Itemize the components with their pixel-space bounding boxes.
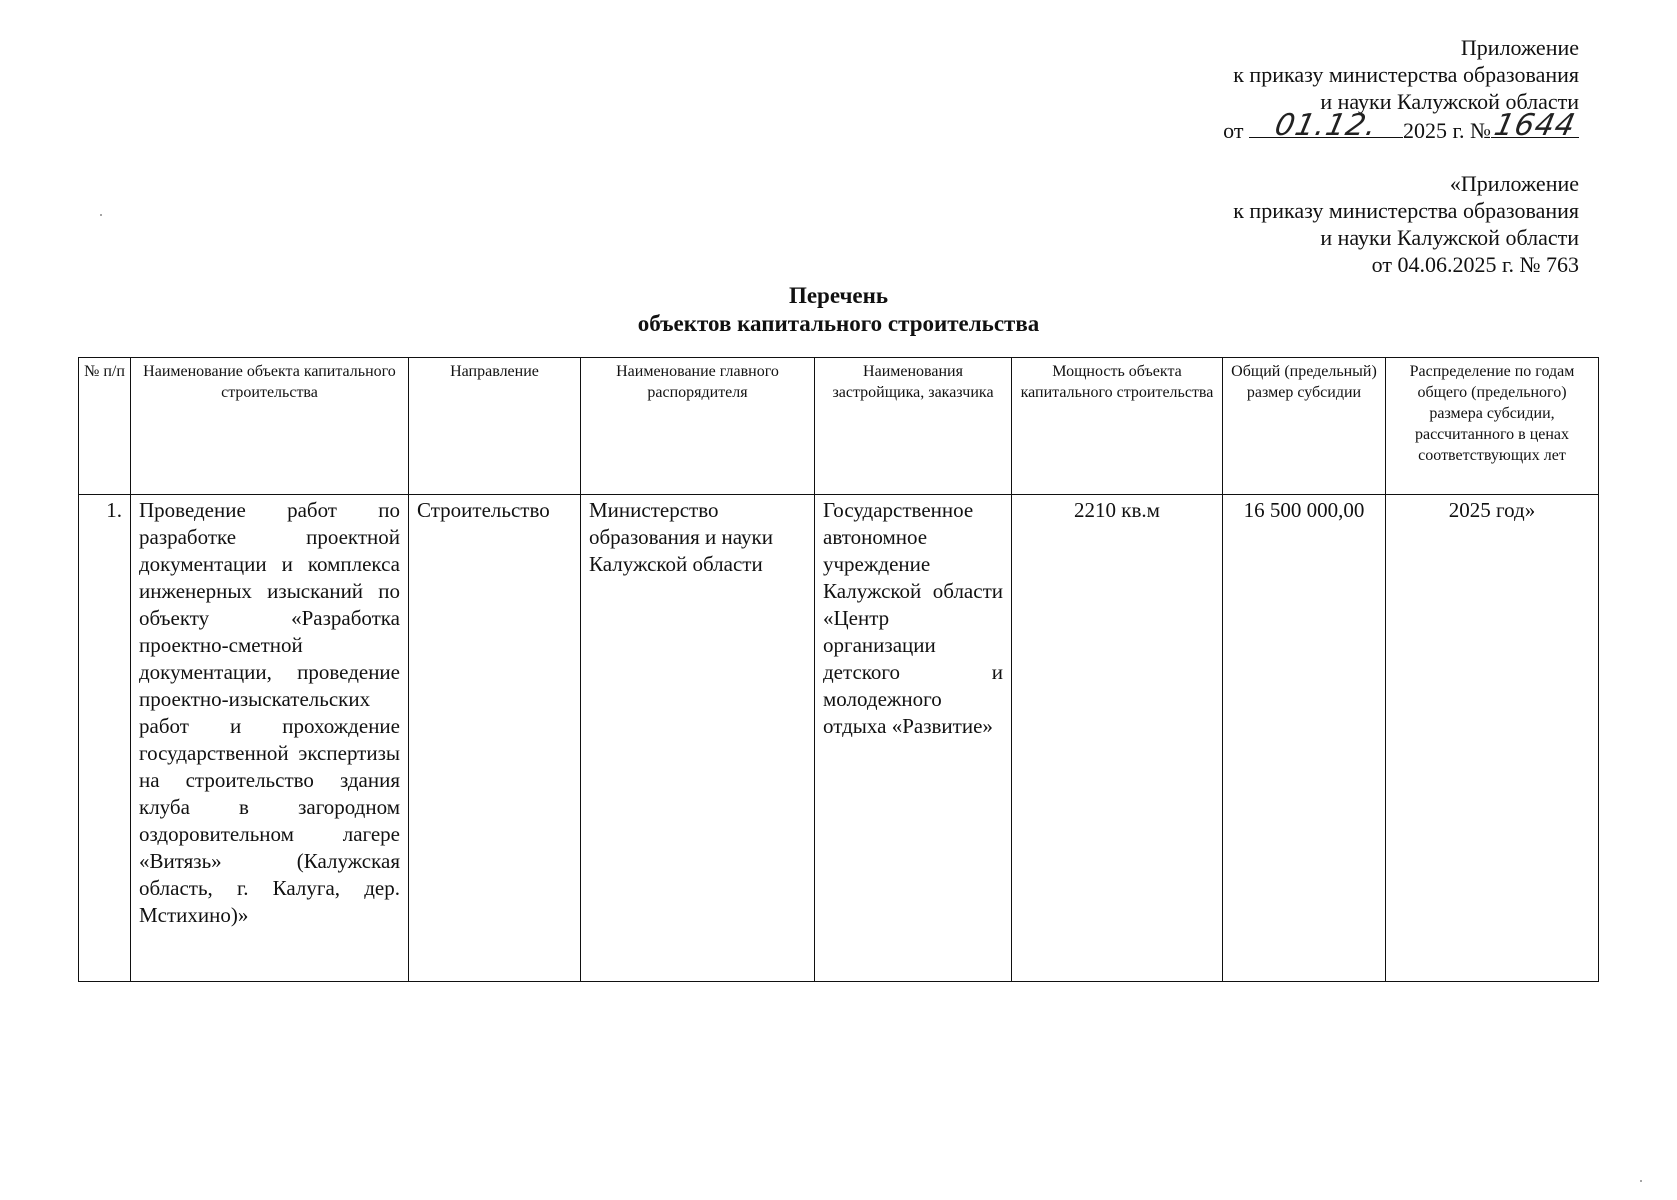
- col-header-object-name: Наименование объекта капитального строительства: [131, 358, 409, 495]
- original-ministry-name: и науки Калужской области: [1320, 225, 1579, 250]
- col-header-capacity: Мощность объекта капитального строительства: [1012, 358, 1223, 495]
- cell-customer: Государственное автономное учреждение Калужской области «Центр организации детского и молодежного отдыха «Развитие»: [815, 495, 1012, 982]
- order-date-line: [1223, 108, 1579, 144]
- title-line-1: Перечень: [788, 283, 889, 308]
- title-line-2: объектов капитального строительства: [637, 311, 1040, 336]
- col-header-manager: Наименование главного распорядителя: [581, 358, 815, 495]
- ministry-name: и науки Калужской области: [1320, 89, 1579, 114]
- cell-capacity: 2210 кв.м: [1012, 495, 1223, 982]
- table-row: [79, 495, 1599, 982]
- col-header-subsidy: Общий (предельный) размер субсидии: [1223, 358, 1386, 495]
- col-header-customer: Наименования застройщика, заказчика: [815, 358, 1012, 495]
- cell-number: 1.: [79, 495, 131, 982]
- document-title: [0, 282, 1677, 338]
- cell-subsidy: 16 500 000,00: [1223, 495, 1386, 982]
- handwritten-number: 1644: [1491, 108, 1579, 143]
- original-order-reference: к приказу министерства образования: [1233, 198, 1579, 223]
- order-reference: к приказу министерства образования: [1233, 62, 1579, 87]
- handwritten-date: 01.12.: [1271, 108, 1381, 143]
- scan-speck: [1640, 1180, 1642, 1182]
- objects-table: [78, 357, 1599, 982]
- number-field: [1491, 108, 1579, 143]
- table-header-row: [79, 358, 1599, 495]
- cell-direction: Строительство: [409, 495, 581, 982]
- cell-distribution: 2025 год»: [1386, 495, 1599, 982]
- col-header-number: № п/п: [79, 358, 131, 495]
- date-prefix: от: [1223, 118, 1244, 143]
- cell-manager: Министерство образования и науки Калужской области: [581, 495, 815, 982]
- appendix-label: Приложение: [1460, 35, 1579, 60]
- cell-object-name: Проведение работ по разработке проектной документации и комплекса инженерных изысканий по объекту «Разработка проектно-сметной документации, проведение проектно-изыскательских работ и прохождение государственной экспертизы на строительство здания клуба в загородном оздоровительном лагере «Витязь» (Калужская область, г. Калуга, дер. Мстихино)»: [131, 495, 409, 982]
- col-header-distribution: Распределение по годам общего (предельного) размера субсидии, рассчитанного в ценах соответствующих лет: [1386, 358, 1599, 495]
- date-field: [1249, 108, 1403, 143]
- original-appendix-header: [1233, 170, 1579, 278]
- scan-speck: [100, 214, 102, 216]
- date-suffix: 2025 г. №: [1402, 118, 1491, 143]
- original-order-date: от 04.06.2025 г. № 763: [1371, 252, 1579, 277]
- original-appendix-label: «Приложение: [1449, 171, 1579, 196]
- appendix-header: [1223, 34, 1579, 144]
- col-header-direction: Направление: [409, 358, 581, 495]
